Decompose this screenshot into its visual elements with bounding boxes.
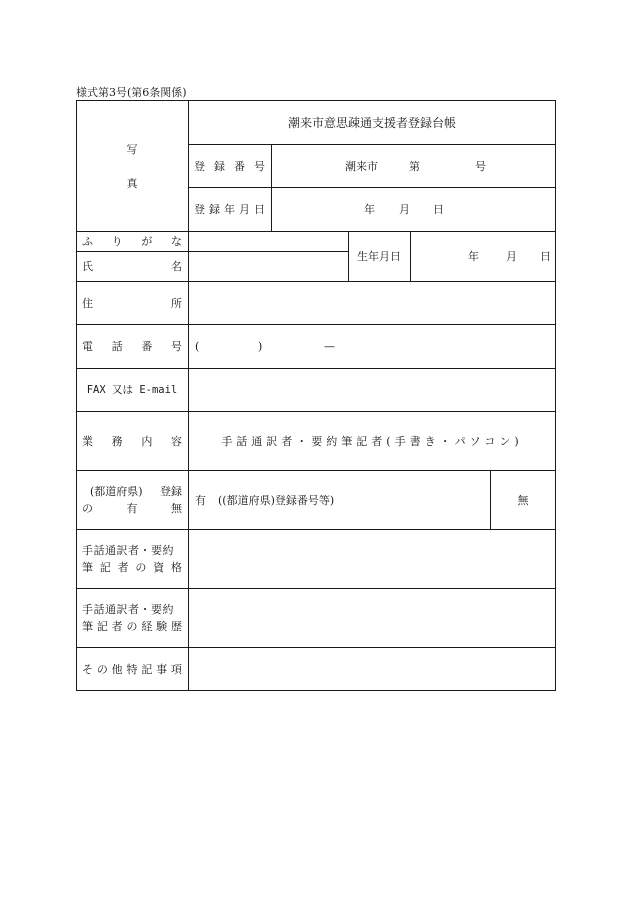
business-label: 業 務 内 容 bbox=[82, 434, 182, 448]
phone-input[interactable] bbox=[188, 324, 556, 368]
birth-day: 日 bbox=[540, 250, 551, 263]
birth-year: 年 bbox=[468, 250, 479, 263]
photo-label-2: 真 bbox=[126, 176, 138, 190]
experience-label: 手話通訳者・要約 筆 記 者 の 経 験 歴 bbox=[82, 602, 182, 633]
other-notes-label: そ の 他 特 記 事 項 bbox=[82, 663, 182, 676]
form-caption: 様式第3号(第6条関係) bbox=[76, 86, 187, 99]
fax-email-label: FAX 又は E-mail bbox=[86, 384, 178, 396]
registration-number-label: 登 録 番 号 bbox=[194, 159, 265, 173]
address-label: 住 所 bbox=[82, 296, 182, 310]
phone-close-paren: ) bbox=[258, 339, 263, 353]
registration-date-month: 月 bbox=[399, 203, 410, 216]
name-input[interactable] bbox=[188, 251, 348, 281]
address-input[interactable] bbox=[188, 281, 556, 324]
other-notes-input[interactable] bbox=[188, 647, 556, 691]
form-title: 潮来市意思疎通支援者登録台帳 bbox=[287, 115, 456, 130]
pref-registration-yes: 有 bbox=[195, 493, 206, 507]
qualification-input[interactable] bbox=[188, 529, 556, 588]
photo-area bbox=[76, 100, 188, 231]
pref-registration-no-option[interactable]: 無 bbox=[517, 493, 529, 507]
registration-go: 号 bbox=[475, 159, 486, 173]
pref-registration-number-hint: ((都道府県)登録番号等) bbox=[218, 493, 335, 507]
pref-registration-label: (都道府県) 登録 の 有 無 bbox=[82, 484, 182, 515]
qualification-label: 手話通訳者・要約 筆 記 者 の 資 格 bbox=[82, 543, 182, 574]
registration-date-label: 登 録 年 月 日 bbox=[194, 203, 265, 216]
registration-city: 潮来市 bbox=[345, 159, 378, 173]
phone-label: 電 話 番 号 bbox=[82, 340, 182, 353]
birth-date-field[interactable] bbox=[410, 231, 556, 281]
experience-input[interactable] bbox=[188, 588, 556, 647]
registration-date-year: 年 bbox=[364, 203, 375, 216]
registration-number-field[interactable] bbox=[271, 144, 556, 187]
registration-date-field[interactable] bbox=[271, 187, 556, 231]
furigana-input[interactable] bbox=[188, 231, 348, 251]
registration-form bbox=[76, 100, 556, 691]
phone-dash: — bbox=[324, 339, 335, 353]
furigana-label: ふ り が な bbox=[82, 235, 182, 248]
business-value: 手話通訳者・要約筆記者(手書き・パソコン) bbox=[221, 434, 523, 448]
photo-label-1: 写 bbox=[126, 142, 138, 156]
phone-open-paren: ( bbox=[195, 339, 200, 353]
registration-date-day: 日 bbox=[433, 203, 444, 216]
registration-dai: 第 bbox=[409, 159, 420, 173]
fax-email-input[interactable] bbox=[188, 368, 556, 411]
name-label: 氏 名 bbox=[82, 260, 182, 273]
birth-month: 月 bbox=[506, 250, 517, 263]
pref-registration-yes-option[interactable] bbox=[188, 470, 490, 529]
birth-date-label: 生年月日 bbox=[357, 250, 401, 263]
